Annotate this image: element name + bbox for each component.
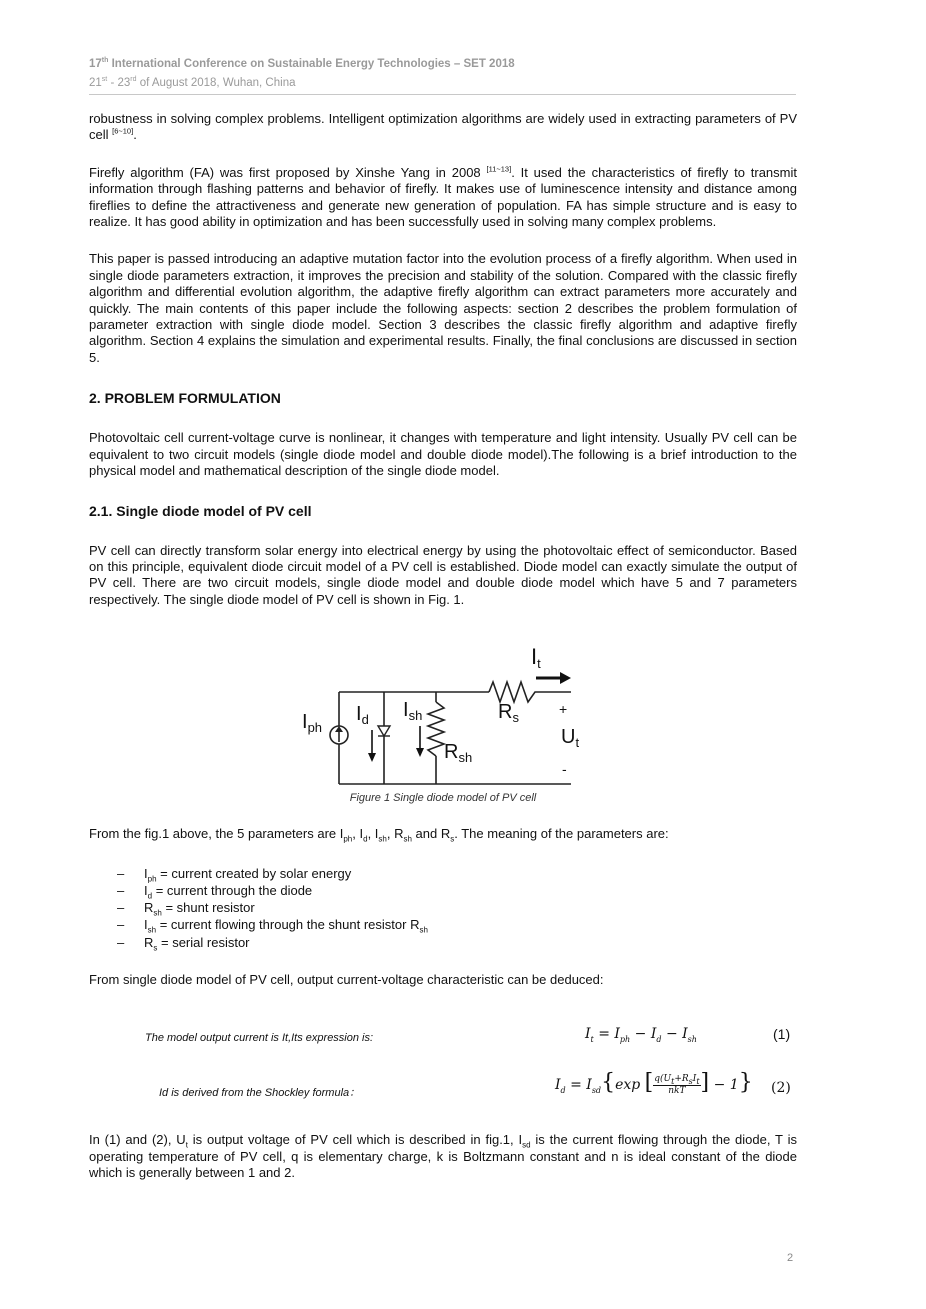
equation-2-number: (2) xyxy=(771,1080,791,1097)
section-2-1-heading: 2.1. Single diode model of PV cell xyxy=(89,502,312,519)
label-plus: + xyxy=(559,701,568,718)
label-rs: $R_s$ xyxy=(498,701,519,726)
equation-1-row xyxy=(89,1018,797,1058)
label-rsh: $R_{sh}$ xyxy=(444,741,473,766)
running-header xyxy=(89,53,796,95)
paragraph-contributions: This paper is passed introducing an adaptive mutation factor into the evolution process of a firefly algorithm. When used in single diode parameters extraction, it improves the precision and stability of the solution. Compared with the classic firefly algorithm and differential evolution algorithm, the adaptive firefly algorithm can extract parameters more accurately and quickly. The main contents of this paper include the following aspects: section 2 describes the problem formulation of parameter extraction with single diode model. Section 3 describes the classic firefly algorithm and adaptive firefly algorithm. Section 4 explains the simulation and experimental results. Finally, the final conclusions are discussed in section 5. xyxy=(89,251,797,365)
paragraph-intro-end: robustness in solving complex problems. Intelligent optimization algorithms are widely used in extracting parameters of PV cell [6~10]. xyxy=(89,111,797,143)
list-item: – $I_{sh}$ = current flowing through the shunt resistor $R_{sh}$ xyxy=(117,917,428,936)
list-item: – $I_{ph}$ = current created by solar energy xyxy=(117,865,352,884)
paragraph-diode-model: PV cell can directly transform solar energy into electrical energy by using the photovoltaic effect of semiconductor. Based on this principle, equivalent diode circuit model of a PV cell is established. Diode model can exactly simulate the output of PV cell. There are two circuit models, single diode model and double diode model which have 5 and 7 parameters respectively. The single diode model of PV cell is shown in Fig. 1. xyxy=(89,542,797,607)
paragraph-parameters-intro: From the fig.1 above, the 5 parameters are $I_{ph}$, $I_d$, $I_{sh}$, $R_{sh}$ and $R_s$. The meaning of the parameters are: xyxy=(89,826,669,844)
label-id: $I_d$ xyxy=(356,703,369,728)
page-number: 2 xyxy=(787,1252,794,1264)
equation-2-row xyxy=(89,1068,797,1112)
label-minus: - xyxy=(562,761,567,778)
paragraph-firefly: Firefly algorithm (FA) was first proposed by Xinshe Yang in 2008 [11~13]. It used the characteristics of firefly to transmit information through flashing patterns and behavior of firefly. It makes use of luminescence intensity and distance among fireflies to define the attractiveness and generate new generation of population. FA has simple structure and is easy to realize. It has good ability in optimization and has been successfully used in solving many complex problems. xyxy=(89,164,797,230)
conference-title: 17th International Conference on Sustainable Energy Technologies – SET 2018 xyxy=(89,57,515,70)
label-it: It xyxy=(531,644,541,672)
paragraph-characteristic: From single diode model of PV cell, output current-voltage characteristic can be deduced: xyxy=(89,972,604,988)
section-2-heading: 2. PROBLEM FORMULATION xyxy=(89,390,281,407)
conference-date: 21st - 23rd of August 2018, Wuhan, China xyxy=(89,75,296,89)
equation-2-label: Id is derived from the Shockley formula： xyxy=(159,1087,361,1100)
parameter-list xyxy=(89,865,797,951)
label-ut: $U_t$ xyxy=(561,726,580,751)
equation-2: $I_d = I_{sd}\{\exp$ [ $q(U_t+R_sI_t$ nkT ] − 1} xyxy=(555,1070,753,1096)
circuit-diagram xyxy=(299,632,589,792)
label-ish: $I_{sh}$ xyxy=(403,699,423,724)
equation-1-label: The model output current is It,Its expression is: xyxy=(145,1032,374,1045)
paragraph-problem: Photovoltaic cell current-voltage curve is nonlinear, it changes with temperature and light intensity. Usually PV cell can be equivalent to two circuit models (single diode model and double diode model).The following is a brief introduction to the physical model and mathematical description of the single diode model. xyxy=(89,430,797,479)
paragraph-variable-definitions: In (1) and (2), $U_t$ is output voltage of PV cell which is described in fig.1, $I_{sd}$ is the current flowing through the diode, T is operating temperature of PV cell, q is elementary charge, k is Boltzmann constant and n is ideal constant of the diode which is generally between 1 and 2. xyxy=(89,1132,797,1181)
figure-1 xyxy=(89,632,797,807)
list-item: – $R_{sh}$ = shunt resistor xyxy=(117,900,255,918)
figure-caption: Figure 1 Single diode model of PV cell xyxy=(349,792,537,805)
list-item: – $R_s$ = serial resistor xyxy=(117,934,250,953)
list-item: – $I_d$ = current through the diode xyxy=(117,882,313,901)
label-iph: $I_{ph}$ xyxy=(302,711,323,736)
equation-1: $I_t = I_{ph} - I_d - I_{sh}$ xyxy=(585,1026,697,1045)
equation-1-number: (1) xyxy=(773,1026,791,1043)
page-body xyxy=(89,111,797,1182)
